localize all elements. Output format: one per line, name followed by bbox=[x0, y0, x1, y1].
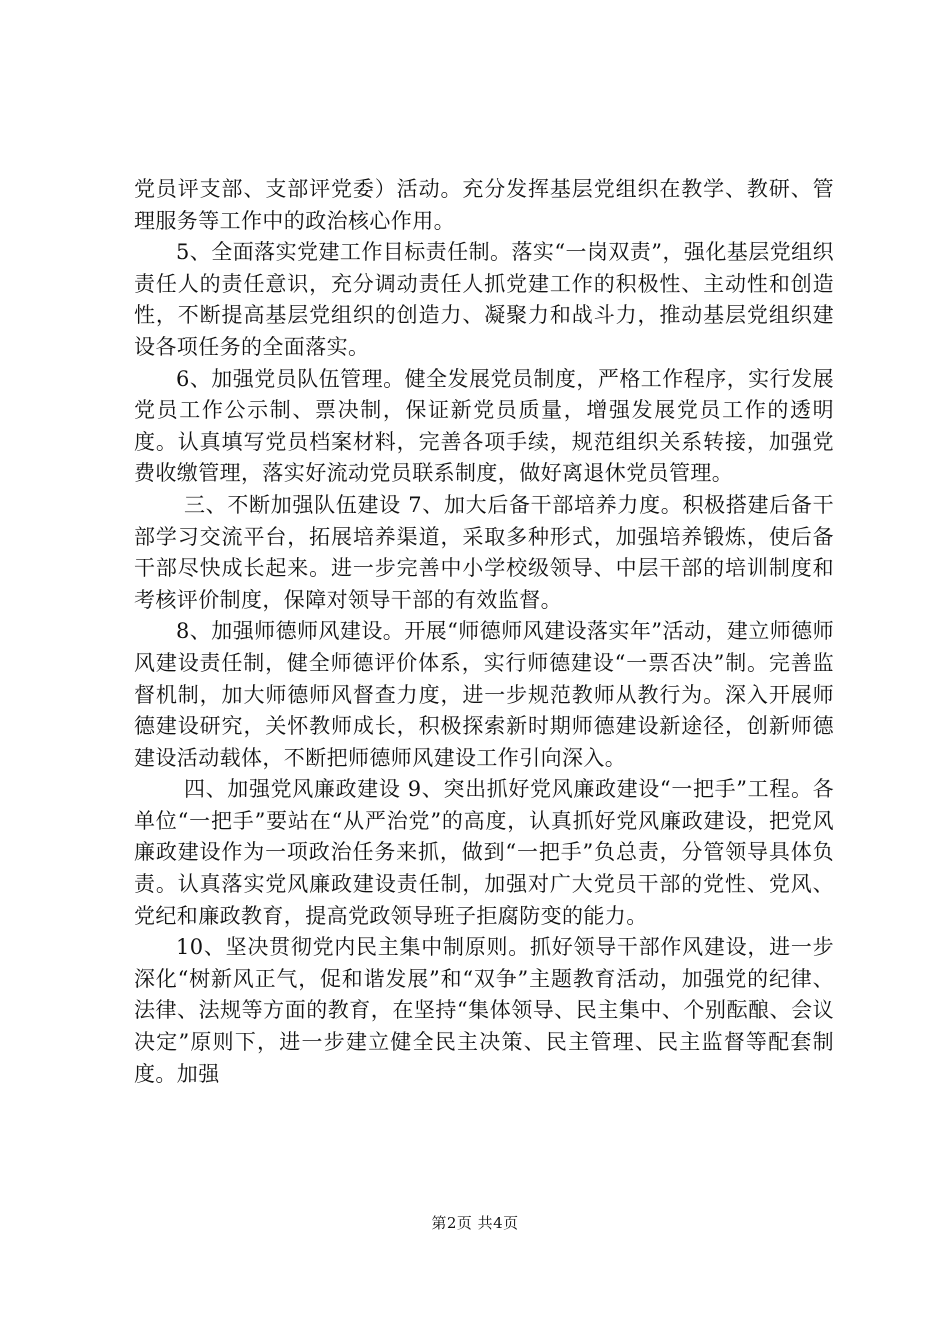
paragraph-continuation: 党员评支部、支部评党委）活动。充分发挥基层党组织在教学、教研、管理服务等工作中的政治核心作用。 bbox=[134, 177, 834, 233]
paragraph-section-3-item-7: 三、不断加强队伍建设 7、加大后备干部培养力度。积极搭建后备干部学习交流平台，拓展培养渠道，采取多种形式，加强培养锻炼，使后备干部尽快成长起来。进一步完善中小学校级领导、中层干部的培训制度和考核评价制度，保障对领导干部的有效监督。 bbox=[134, 492, 834, 612]
page-number-footer: 第2页 共4页 bbox=[431, 1214, 519, 1232]
document-body bbox=[134, 174, 834, 1090]
paragraph-item-8: 8、加强师德师风建设。开展“师德师风建设落实年”活动，建立师德师风建设责任制，健全师德评价体系，实行师德建设“一票否决”制。完善监督机制，加大师德师风督查力度，进一步规范教师从教行为。深入开展师德建设研究，关怀教师成长，积极探索新时期师德建设新途径，创新师德建设活动载体，不断把师德师风建设工作引向深入。 bbox=[134, 619, 834, 770]
paragraph-item-5: 5、全面落实党建工作目标责任制。落实“一岗双责”，强化基层党组织责任人的责任意识，充分调动责任人抓党建工作的积极性、主动性和创造性，不断提高基层党组织的创造力、凝聚力和战斗力，推动基层党组织建设各项任务的全面落实。 bbox=[134, 240, 834, 359]
paragraph-section-4-item-9: 四、加强党风廉政建设 9、突出抓好党风廉政建设“一把手”工程。各单位“一把手”要站在“从严治党”的高度，认真抓好党风廉政建设，把党风廉政建设作为一项政治任务来抓，做到“一把手”负总责，分管领导具体负责。认真落实党风廉政建设责任制，加强对广大党员干部的党性、党风、党纪和廉政教育，提高党政领导班子拒腐防变的能力。 bbox=[134, 777, 834, 928]
paragraph-item-10: 10、坚决贯彻党内民主集中制原则。抓好领导干部作风建设，进一步深化“树新风正气，促和谐发展”和“双争”主题教育活动，加强党的纪律、法律、法规等方面的教育，在坚持“集体领导、民主集中、个别酝酿、会议决定”原则下，进一步建立健全民主决策、民主管理、民主监督等配套制度。加强 bbox=[134, 935, 834, 1086]
paragraph-item-6: 6、加强党员队伍管理。健全发展党员制度，严格工作程序，实行发展党员工作公示制、票决制，保证新党员质量，增强发展党员工作的透明度。认真填写党员档案材料，完善各项手续，规范组织关系转接，加强党费收缴管理，落实好流动党员联系制度，做好离退休党员管理。 bbox=[134, 366, 834, 486]
